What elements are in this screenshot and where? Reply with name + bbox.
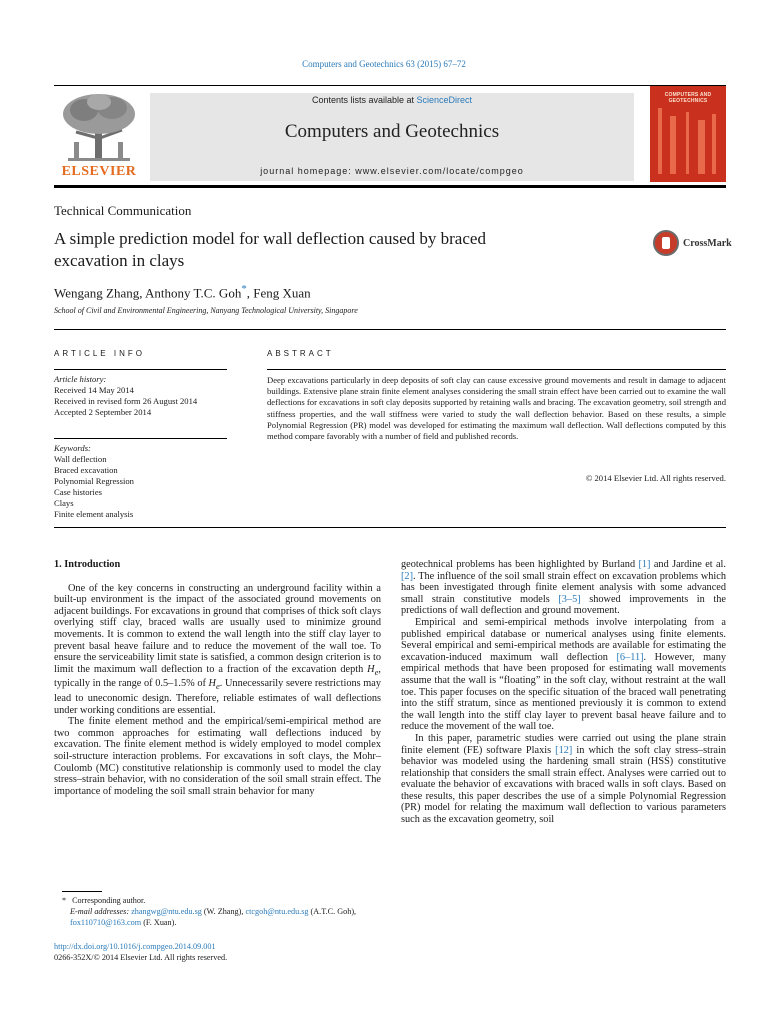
history-received: Received 14 May 2014 bbox=[54, 385, 134, 395]
doi-block bbox=[54, 941, 227, 963]
reference-link[interactable]: [12] bbox=[555, 744, 573, 756]
article-type: Technical Communication bbox=[54, 203, 192, 218]
journal-header bbox=[150, 93, 634, 181]
paragraph: The finite element method and the empirical/semi-empirical method are two common approaches for estimating wall deflections induced by excavation. The finite element method is widely employed to model complex soil-structure interaction problems. For excavations in soft clays, the Mohr–Coulomb (MC) constitutive relationship is commonly used to model the clay stress–strain behavior, with no consideration of the soil small strain effect. The importance of modeling the soil small strain behavior for many bbox=[54, 716, 381, 797]
keywords-label: Keywords: bbox=[54, 443, 91, 453]
email-link[interactable]: fox110710@163.com bbox=[70, 918, 142, 927]
abstract-bottom-rule bbox=[54, 527, 726, 528]
article-history bbox=[54, 374, 197, 418]
history-accepted: Accepted 2 September 2014 bbox=[54, 407, 152, 417]
abstract-rule bbox=[267, 369, 726, 370]
header-rule-bottom bbox=[54, 185, 726, 188]
keyword: Braced excavation bbox=[54, 465, 118, 475]
footnote-emails: E-mail addresses: zhangwg@ntu.edu.sg (W. Zhang), ctcgoh@ntu.edu.sg (A.T.C. Goh), fox110710@163.com (F. Xuan). bbox=[70, 907, 357, 927]
keyword: Polynomial Regression bbox=[54, 476, 134, 486]
sciencedirect-link[interactable]: ScienceDirect bbox=[416, 95, 473, 105]
keywords-list bbox=[54, 443, 134, 520]
section-heading-introduction: 1. Introduction bbox=[54, 559, 121, 570]
abstract-heading: ABSTRACT bbox=[267, 349, 334, 358]
cover-title: COMPUTERS AND GEOTECHNICS bbox=[664, 92, 712, 104]
keyword: Clays bbox=[54, 498, 74, 508]
footnote bbox=[54, 895, 381, 928]
elsevier-logo bbox=[54, 92, 144, 180]
abstract-copyright: © 2014 Elsevier Ltd. All rights reserved. bbox=[585, 473, 726, 483]
keyword: Wall deflection bbox=[54, 454, 107, 464]
title-line-1: A simple prediction model for wall deflection caused by braced bbox=[54, 229, 486, 248]
paragraph: geotechnical problems has been highlighted by Burland [1] and Jardine et al. [2]. The influence of the soil small strain effect on excavation problems which has been investigated through finite element analysis with some advanced small strain constitutive models [3–5] showed improvements in the predictions of wall deflection and ground movement. bbox=[401, 559, 726, 617]
paragraph: In this paper, parametric studies were carried out using the plane strain finite element (FE) software Plaxis [12] in which the soft clay stress–strain behavior was modeled using the hardening small strain (HSS) constitutive relationship that considers the small strain effect. Analyses were carried out to evaluate the behavior of excavations with braced walls in soft clays. Based on these results, this paper describes the use of a simple Polynomial Regression (PR) model for relating the maximum wall deflection to various parameters such as the excavation geometry, soil bbox=[401, 732, 726, 826]
reference-link[interactable]: [3–5] bbox=[558, 593, 581, 605]
abstract-text: Deep excavations particularly in deep deposits of soft clay can cause excessive ground movements and result in damage to adjacent buildings. Extensive plane strain finite element analyses considering the small strain effect have been carried out to examine the wall deflections for excavations in soft clay deposits supported by retaining walls and bracing. The excavation geometry, soil strength and stiffness properties, and the wall stiffness were varied to study the wall deflection behavior. Based on these results, a simple Polynomial Regression (PR) model was developed for estimating the maximum wall deflection. Wall deflections computed by this method compare favorably with a number of field and published records. bbox=[267, 375, 726, 442]
publisher-name: ELSEVIER bbox=[61, 164, 137, 179]
author-list bbox=[54, 283, 311, 301]
article-info-rule bbox=[54, 369, 227, 370]
doi-link[interactable]: http://dx.doi.org/10.1016/j.compgeo.2014.09.001 bbox=[54, 942, 216, 951]
contents-line bbox=[150, 95, 634, 105]
journal-title: Computers and Geotechnics bbox=[284, 121, 500, 142]
reference-link[interactable]: [6–11] bbox=[616, 651, 644, 663]
keyword: Case histories bbox=[54, 487, 102, 497]
journal-homepage[interactable]: journal homepage: www.elsevier.com/locate/compgeo bbox=[260, 166, 524, 176]
issn-line: 0266-352X/© 2014 Elsevier Ltd. All rights reserved. bbox=[54, 953, 228, 962]
journal-cover[interactable] bbox=[650, 86, 726, 182]
affiliation: School of Civil and Environmental Engineering, Nanyang Technological University, Singapore bbox=[54, 306, 358, 315]
authors-primary: Wengang Zhang, Anthony T.C. Goh bbox=[54, 285, 242, 301]
keywords-rule bbox=[54, 438, 227, 439]
keyword: Finite element analysis bbox=[54, 509, 134, 519]
title-line-2: excavation in clays bbox=[54, 251, 185, 270]
paragraph: One of the key concerns in constructing an underground facility within a built-up environment is the impact of the associated ground movements on adjacent buildings. For excavations in ground that comprises of thick soft clays overlying stiff clay, braced walls are usually used to minimize ground movements. It is common to extend the wall length into the stiff clay layer to prevent basal heave failure and to reduce the movement of the wall toe. To ensure the serviceability limit state is satisfied, a common design criterion is to limit the maximum wall deflection to a fraction of the excavation depth $H_e$, typically in the range of 0.5–1.5% of $H_e$. Unnecessarily severe restrictions may lead to uneconomic design. Therefore, reliable estimates of wall deflections under working conditions are essential. bbox=[54, 582, 381, 716]
reference-link[interactable]: [2] bbox=[401, 570, 414, 582]
footnote-rule bbox=[62, 891, 102, 892]
tree-icon bbox=[54, 92, 144, 164]
reference-link[interactable]: [1] bbox=[638, 559, 651, 570]
left-column bbox=[54, 559, 381, 797]
crossmark-label: CrossMark bbox=[683, 238, 732, 249]
history-revised: Received in revised form 26 August 2014 bbox=[54, 396, 198, 406]
authors-secondary: , Feng Xuan bbox=[246, 285, 311, 301]
crossmark-badge[interactable] bbox=[653, 230, 733, 260]
email-link[interactable]: ctcgoh@ntu.edu.sg bbox=[245, 907, 309, 916]
corresponding-author-mark[interactable]: * bbox=[241, 283, 247, 295]
crossmark-icon bbox=[653, 230, 679, 256]
footnote-corresponding: * Corresponding author. bbox=[62, 896, 146, 905]
header-rule-top bbox=[54, 85, 726, 86]
email-link[interactable]: zhangwg@ntu.edu.sg bbox=[131, 907, 202, 916]
article-info-heading: ARTICLE INFO bbox=[54, 349, 145, 358]
contents-prefix: Contents lists available at bbox=[311, 95, 417, 105]
title-rule bbox=[54, 329, 726, 330]
paragraph: Empirical and semi-empirical methods involve interpolating from a published empirical database or numerical analyses using finite elements. Several empirical and semi-empirical methods are available for estimating the excavation-induced maximum wall deflection [6–11]. However, many empirical methods that have been proposed for estimating wall movements assume that the wall is “floating” in the soft clay, without restraint at the wall toe. This paper focuses on the specific situation of the braced wall penetrating into the stiff stratum, since as mentioned previously it is common to extend the wall length into the stiff clay layer to prevent basal heave failure and to reduce the movement of the wall toe. bbox=[401, 616, 726, 733]
journal-citation[interactable]: Computers and Geotechnics 63 (2015) 67–72 bbox=[302, 59, 466, 69]
article-title bbox=[54, 228, 614, 272]
history-label: Article history: bbox=[54, 374, 107, 384]
right-column bbox=[401, 559, 726, 826]
